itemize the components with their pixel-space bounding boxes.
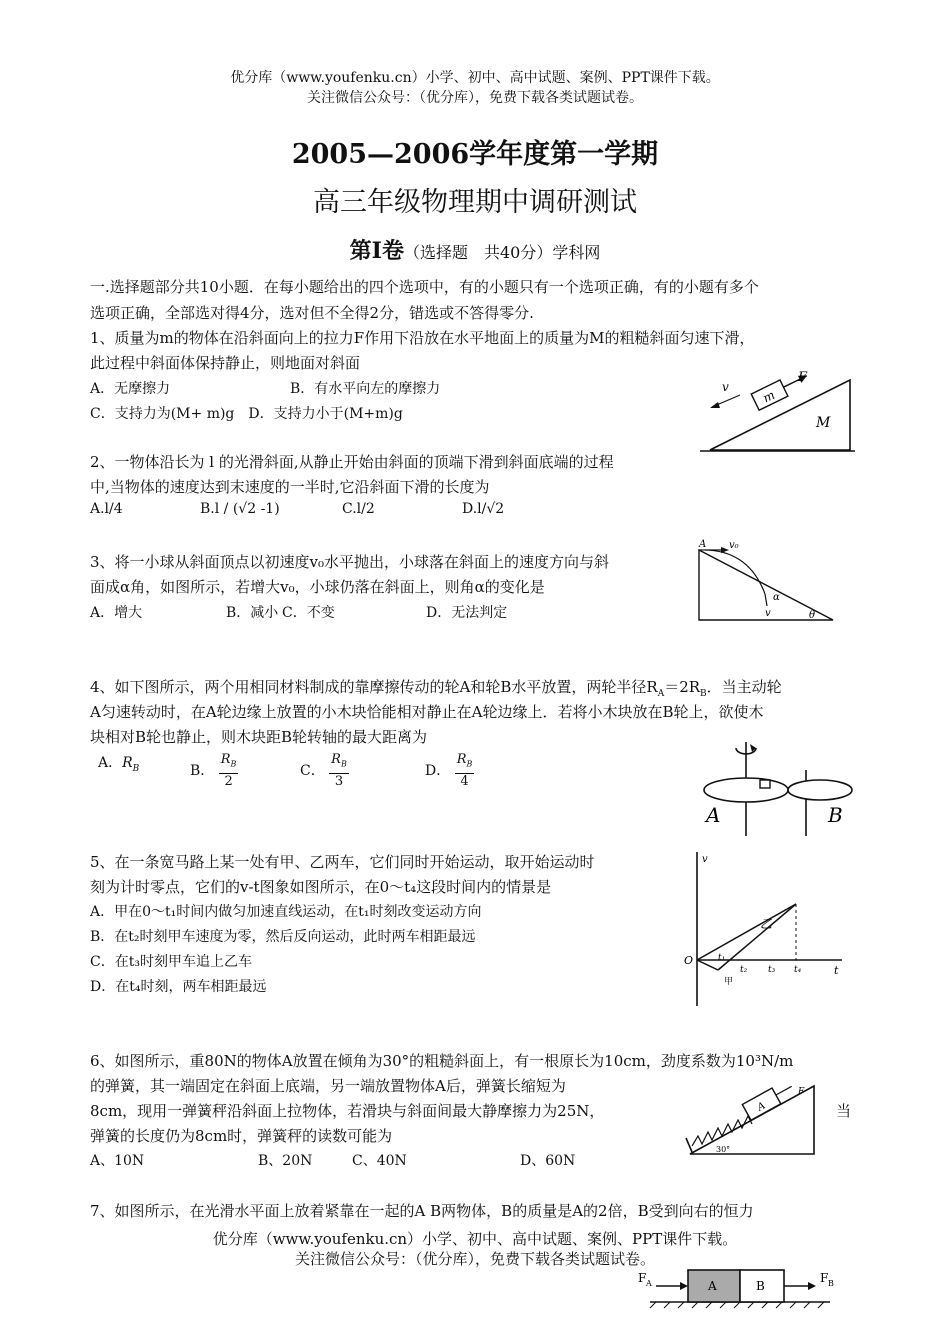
section-heading-rest: （选择题 共40分）学科网 — [403, 243, 601, 262]
q4-option-d: D． $\frac{R_B}{4}$ — [425, 752, 473, 789]
q2-option-b: B.l / (√2 -1) — [200, 501, 280, 517]
q7-fig-B: B — [756, 1279, 765, 1293]
q3-stem-1: 3、将一小球从斜面顶点以初速度v₀水平抛出，小球落在斜面上的速度方向与斜 — [90, 553, 610, 571]
q3-stem-2: 面成α角，如图所示，若增大v₀，小球仍落在斜面上，则角α的变化是 — [90, 578, 545, 596]
q6-fig-F: F — [798, 1087, 805, 1097]
section-heading-bold: 第Ⅰ卷 — [349, 238, 404, 264]
q5-fig-t: t — [834, 964, 839, 977]
section-heading — [0, 234, 950, 265]
q5-option-a: A．甲在0～t₁时间内做匀加速直线运动，在t₁时刻改变运动方向 — [90, 904, 482, 920]
q5-fig-t2: t₂ — [740, 965, 748, 975]
q2-stem-1: 2、一物体沿长为 l 的光滑斜面,从静止开始由斜面的顶端下滑到斜面底端的过程 — [90, 453, 614, 471]
q1-fig-F: F — [798, 370, 808, 385]
q7-fig-FA-sub: A — [646, 1279, 652, 1288]
q3-fig-v: v — [765, 608, 771, 619]
site-header-line1: 优分库（www.youfenku.cn）小学、初中、高中试题、案例、PPT课件下载。 — [230, 70, 720, 86]
q6-stem-1: 6、如图所示，重80N的物体A放置在倾角为30°的粗糙斜面上，有一根原长为10cm，劲度系数为10³N/m — [90, 1052, 794, 1070]
q3-fig-v0: v₀ — [729, 540, 739, 551]
q2-option-d: D.l/√2 — [462, 501, 505, 517]
q7-fig-FB: F — [820, 1271, 829, 1285]
q1-option-cd: C．支持力为(M+ m)g D．支持力小于(M+m)g — [90, 406, 403, 422]
q6-option-b: B、20N — [258, 1153, 313, 1169]
q6-option-a: A、10N — [90, 1153, 145, 1169]
q1-fig-M: M — [816, 415, 831, 431]
q4-stem-1: 4、如下图所示，两个用相同材料制成的靠摩擦传动的轮A和轮B水平放置，两轮半径$R_A=2R_B$．当主动轮 — [90, 678, 782, 699]
q1-fig-v: v — [722, 380, 729, 394]
exam-title: 2005—2006学年度第一学期 — [291, 139, 659, 170]
q6-spring-incline-figure — [682, 1078, 832, 1158]
q1-stem-2: 此过程中斜面体保持静止，则地面对斜面 — [90, 354, 361, 372]
q1-option-a: A．无摩擦力 — [90, 381, 171, 397]
intro-line-1: 一.选择题部分共10小题．在每小题给出的四个选项中，有的小题只有一个选项正确，有的小题有多个 — [90, 278, 759, 296]
q6-fig-angle: 30° — [716, 1145, 731, 1154]
q5-fig-t1: t₁ — [718, 953, 726, 963]
q4-wheels-figure — [700, 738, 865, 838]
q7-stem-1: 7、如图所示，在光滑水平面上放着紧靠在一起的A B两物体，B的质量是A的2倍，B受到向右的恒力 — [90, 1202, 754, 1220]
q5-fig-yi: 乙 — [760, 917, 773, 931]
q5-fig-t4: t₄ — [794, 965, 802, 975]
q4-fig-B: B — [828, 803, 843, 827]
q3-option-b: B．减小 — [226, 605, 279, 621]
q5-fig-jia: 甲 — [724, 977, 734, 987]
q1-incline-figure — [700, 365, 860, 455]
q5-fig-t3: t₃ — [768, 965, 776, 975]
q3-option-a: A．增大 — [90, 605, 143, 621]
q6-option-d: D、60N — [520, 1153, 576, 1169]
q6-stem-2: 的弹簧，其一端固定在斜面上底端，另一端放置物体A后，弹簧长缩短为 — [90, 1077, 566, 1095]
site-footer-line1: 优分库（www.youfenku.cn）小学、初中、高中试题、案例、PPT课件下载。 — [212, 1230, 738, 1248]
q3-fig-alpha: α — [773, 592, 780, 603]
site-header-line2: 关注微信公众号：（优分库），免费下载各类试题试卷。 — [307, 90, 643, 106]
q5-stem-1: 5、在一条宽马路上某一处有甲、乙两车，它们同时开始运动，取开始运动时 — [90, 853, 595, 871]
q5-option-c: C．在t₃时刻甲车追上乙车 — [90, 954, 252, 970]
q5-vt-graph — [682, 848, 852, 1010]
q7-fig-FA: F — [638, 1271, 647, 1285]
q6-fig-A: A — [755, 1100, 768, 1114]
q3-fig-theta: θ — [809, 610, 816, 621]
q1-option-b: B．有水平向左的摩擦力 — [290, 381, 441, 397]
q2-option-a: A.l/4 — [90, 501, 123, 517]
q1-stem-1: 1、质量为m的物体在沿斜面向上的拉力F作用下沿放在水平地面上的质量为M的粗糙斜面匀速下滑， — [90, 329, 755, 347]
exam-subtitle: 高三年级物理期中调研测试 — [313, 187, 637, 218]
q2-option-c: C.l/2 — [342, 501, 375, 517]
q3-projectile-figure — [693, 538, 838, 628]
q4-stem-2: A匀速转动时，在A轮边缘上放置的小木块恰能相对静止在A轮边缘上．若将小木块放在B轮上，欲使木 — [90, 703, 764, 721]
q4-option-b: B． $\frac{R_B}{2}$ — [190, 752, 237, 789]
q4-option-c: C． $\frac{R_B}{3}$ — [300, 752, 347, 789]
q5-fig-O: O — [684, 954, 694, 967]
q5-option-d: D．在t₄时刻，两车相距最远 — [90, 979, 267, 995]
q6-stem-3b: 当 — [836, 1102, 852, 1120]
q6-stem-4: 弹簧的长度仍为8cm时，弹簧秤的读数可能为 — [90, 1127, 393, 1145]
q5-fig-v: v — [702, 854, 708, 865]
q6-stem-3: 8cm，现用一弹簧秤沿斜面上拉物体，若滑块与斜面间最大静摩擦力为25N， — [90, 1102, 605, 1120]
q1-fig-m: m — [760, 387, 778, 406]
site-footer-line2: 关注微信公众号：（优分库），免费下载各类试题试卷。 — [294, 1250, 655, 1268]
q5-stem-2: 刻为计时零点，它们的v-t图象如图所示，在0～t₄这段时间内的情景是 — [90, 878, 552, 896]
q5-option-b: B．在t₂时刻甲车速度为零，然后反向运动，此时两车相距最远 — [90, 929, 476, 945]
q7-blocks-figure — [636, 1266, 846, 1310]
intro-line-2: 选项正确，全部选对得4分，选对但不全得2分，错选或不答得零分. — [90, 304, 534, 322]
q4-fig-A: A — [706, 803, 721, 827]
q2-stem-2: 中,当物体的速度达到末速度的一半时,它沿斜面下滑的长度为 — [90, 478, 490, 496]
q3-fig-A: A — [699, 539, 707, 550]
q7-fig-FB-sub: B — [828, 1279, 834, 1288]
q3-option-c: C．不变 — [282, 605, 335, 621]
q3-option-d: D．无法判定 — [426, 605, 508, 621]
q4-option-a: A．$R_B$ — [98, 755, 140, 774]
q6-option-c: C、40N — [352, 1153, 407, 1169]
q7-fig-A: A — [708, 1279, 717, 1293]
q4-stem-3: 块相对B轮也静止，则木块距B轮转轴的最大距离为 — [90, 728, 428, 746]
